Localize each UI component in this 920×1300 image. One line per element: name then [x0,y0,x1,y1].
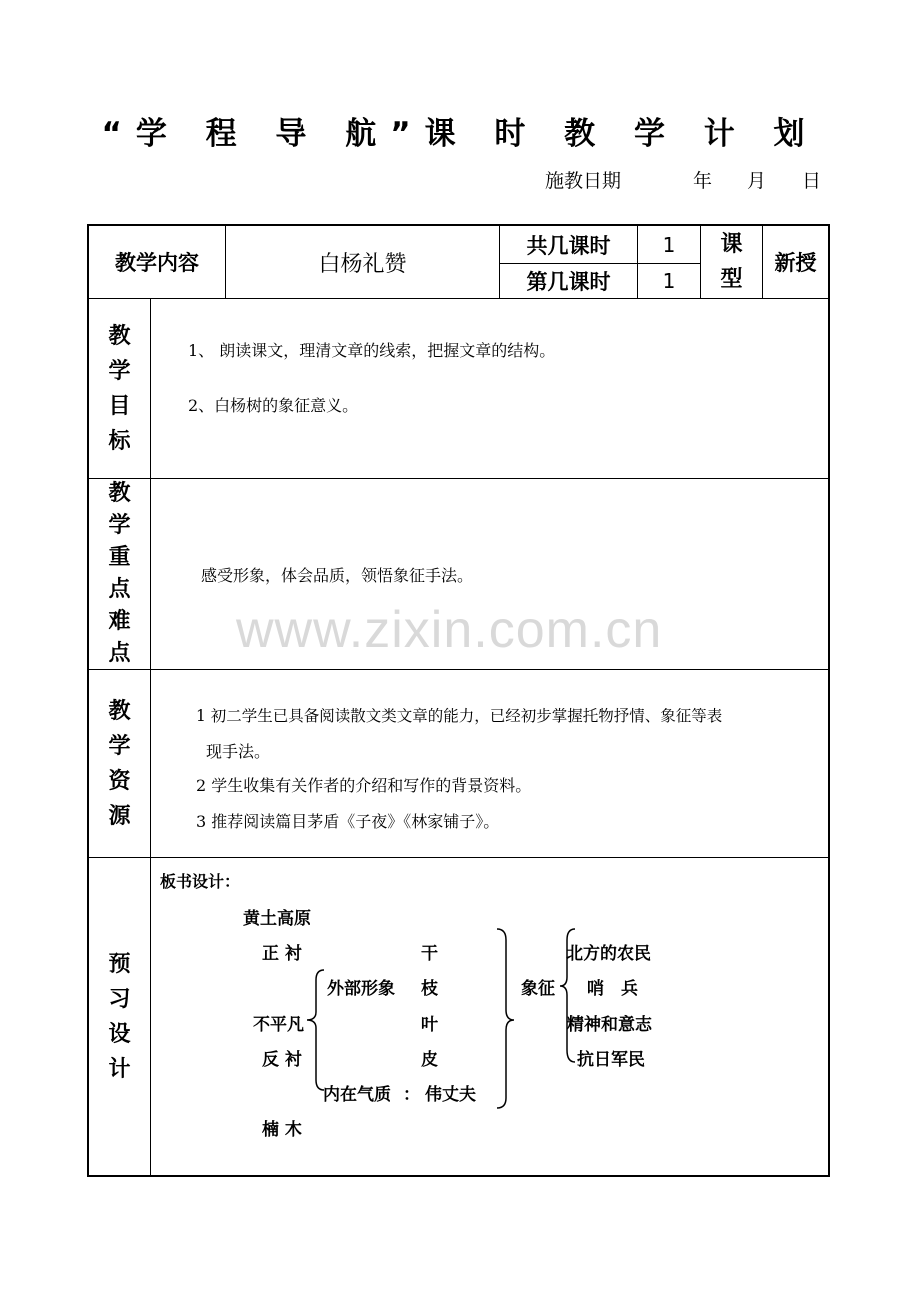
preview-label-char: 设 [108,1021,131,1047]
resources-label-char: 资 [108,768,131,794]
board-design-title: 板书设计： [160,872,241,891]
board-symbol: 象征 [521,979,555,999]
resource-item-3: 3 推荐阅读篇目茅盾《子夜》《林家铺子》。 [196,812,500,831]
resource-item-1: 1 初二学生已具备阅读散文类文章的能力，已经初步掌握托物抒情、象征等表 [196,707,723,725]
key-points-label-char: 重 [108,545,131,570]
board-great-man: 伟丈夫 [425,1085,476,1105]
watermark: www.zixin.com.cn [236,601,663,659]
objectives-label-char: 学 [108,358,131,384]
page-title: “学 程 导 航”课 时 教 学 计 划 [101,116,819,152]
board-part: 枝 [421,979,438,999]
board-inner-quality: 内在气质 [323,1085,391,1105]
lesson-type-label-char: 型 [720,267,743,292]
lesson-title: 白杨礼赞 [318,251,407,277]
key-points-label-char: 学 [108,513,131,538]
objectives-label-char: 目 [108,393,131,419]
content-label: 教学内容 [115,251,199,275]
left-brace-outer-inner [307,970,324,1090]
board-colon: ： [403,1085,420,1105]
board-meaning: 哨 兵 [587,979,638,999]
board-meaning: 北方的农民 [566,944,651,964]
board-contrast-front: 正 衬 [262,944,302,964]
board-meaning: 精神和意志 [567,1015,652,1035]
board-nanmu: 楠 木 [262,1120,302,1140]
preview-label-char: 计 [108,1056,131,1082]
board-uneven: 不平凡 [253,1015,304,1035]
key-points-label-char: 教 [108,481,131,506]
year-label: 年 [693,170,713,192]
day-label: 日 [802,170,822,192]
key-points-label-char: 点 [108,577,131,602]
lesson-type-value: 新授 [774,251,817,275]
board-plateau: 黄土高原 [243,909,311,929]
current-hour-value: 1 [662,269,676,293]
board-part: 叶 [421,1015,438,1035]
board-contrast-back: 反 衬 [262,1050,302,1070]
resources-label-char: 教 [108,698,131,724]
objectives-label-char: 教 [108,323,131,349]
board-outer-image: 外部形象 [327,979,395,999]
resource-item-2: 2 学生收集有关作者的介绍和写作的背景资料。 [196,776,532,795]
key-points-text: 感受形象，体会品质，领悟象征手法。 [201,566,474,585]
board-meaning: 抗日军民 [577,1050,645,1070]
total-hours-value: 1 [662,232,676,257]
resource-item-1-cont: 现手法。 [206,742,271,761]
board-part: 皮 [421,1050,438,1070]
objective-item: 2、白杨树的象征意义。 [188,396,359,415]
left-brace-meanings [560,929,575,1062]
lesson-type-label-char: 课 [720,232,743,257]
preview-label-char: 习 [108,986,131,1012]
resources-label-char: 学 [108,733,131,759]
objectives-label-char: 标 [108,428,131,454]
total-hours-label: 共几课时 [526,233,611,258]
current-hour-label: 第几课时 [526,270,611,294]
key-points-label-char: 难 [108,609,131,634]
resources-label-char: 源 [108,803,131,829]
date-label: 施教日期 [545,170,622,192]
preview-label-char: 预 [108,951,131,977]
key-points-label-char: 点 [108,641,131,666]
right-brace-parts [497,929,514,1108]
board-part: 干 [421,944,438,964]
month-label: 月 [747,170,767,192]
objective-item: 1、 朗读课文，理清文章的线索，把握文章的结构。 [188,341,556,360]
